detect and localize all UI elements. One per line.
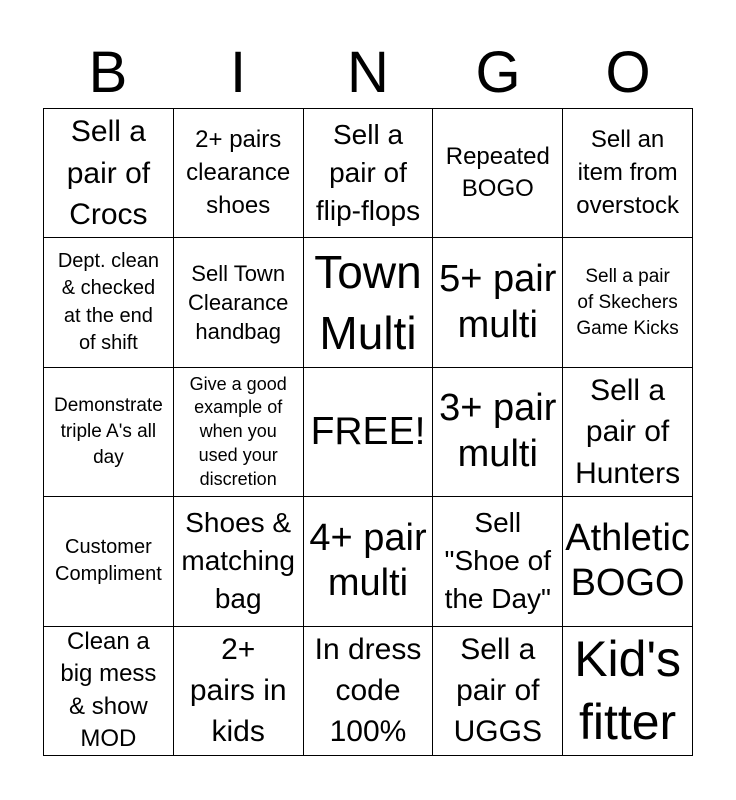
cell-label: Sell "Shoe of the Day" <box>444 507 552 615</box>
cell-label: Sell Town Clearance handbag <box>188 260 289 345</box>
cell-label: Give a good example of when you used your discretion <box>189 373 287 489</box>
bingo-cell-r5-c5[interactable] <box>563 627 693 756</box>
bingo-cell-r2-c1[interactable] <box>44 238 174 367</box>
bingo-cell-r2-c4[interactable] <box>433 238 563 367</box>
bingo-cell-r2-c5[interactable] <box>563 238 693 367</box>
bingo-cell-r1-c1[interactable] <box>44 109 174 238</box>
cell-label: Repeated BOGO <box>445 142 550 203</box>
bingo-cell-r5-c1[interactable] <box>44 627 174 756</box>
bingo-cell-r4-c3[interactable] <box>304 497 434 626</box>
cell-label: Athletic BOGO <box>565 516 690 605</box>
bingo-cell-r4-c2[interactable] <box>174 497 304 626</box>
bingo-cell-r2-c3[interactable] <box>304 238 434 367</box>
bingo-cell-r1-c4[interactable] <box>433 109 563 238</box>
cell-label: Sell an item from overstock <box>576 126 679 219</box>
bingo-cell-r3-c4[interactable] <box>433 368 563 497</box>
bingo-cell-r5-c4[interactable] <box>433 627 563 756</box>
bingo-cell-r3-c2[interactable] <box>174 368 304 497</box>
header-letter-n: N <box>347 40 389 105</box>
cell-label: Sell a pair of Crocs <box>66 115 151 231</box>
bingo-board <box>43 108 693 756</box>
header-letter-o: O <box>605 40 651 105</box>
bingo-cell-r2-c2[interactable] <box>174 238 304 367</box>
bingo-cell-r1-c3[interactable] <box>304 109 434 238</box>
cell-label: Sell a pair of Skechers Game Kicks <box>576 265 679 339</box>
cell-label: 5+ pair multi <box>439 258 557 346</box>
cell-label: Customer Compliment <box>55 536 162 586</box>
cell-label: Sell a pair of Hunters <box>575 373 681 490</box>
cell-label: Shoes & matching bag <box>181 507 295 615</box>
free-space: FREE! <box>310 409 426 453</box>
cell-label: Dept. clean & checked at the end of shift <box>57 250 159 354</box>
bingo-cell-r5-c3[interactable] <box>304 627 434 756</box>
bingo-cell-r3-c3[interactable] <box>304 368 434 497</box>
cell-label: 4+ pair multi <box>309 516 427 605</box>
bingo-cell-r1-c5[interactable] <box>563 109 693 238</box>
cell-label: Clean a big mess & show MOD <box>60 627 157 753</box>
bingo-cell-r3-c1[interactable] <box>44 368 174 497</box>
cell-label: Kid's fitter <box>574 630 681 750</box>
bingo-header <box>43 38 693 108</box>
cell-label: Demonstrate triple A's all day <box>54 394 163 468</box>
cell-label: In dress code 100% <box>314 632 422 749</box>
cell-label: 2+ pairs clearance shoes <box>186 126 291 219</box>
header-letter-i: I <box>229 40 247 105</box>
bingo-cell-r4-c4[interactable] <box>433 497 563 626</box>
cell-label: 3+ pair multi <box>439 387 557 475</box>
cell-label: Sell a pair of UGGS <box>453 632 542 749</box>
bingo-cell-r4-c1[interactable] <box>44 497 174 626</box>
header-letter-b: B <box>88 40 128 105</box>
bingo-cell-r1-c2[interactable] <box>174 109 304 238</box>
bingo-cell-r5-c2[interactable] <box>174 627 304 756</box>
bingo-cell-r4-c5[interactable] <box>563 497 693 626</box>
cell-label: Sell a pair of flip-flops <box>315 119 421 227</box>
header-letter-g: G <box>475 40 521 105</box>
bingo-cell-r3-c5[interactable] <box>563 368 693 497</box>
cell-label: 2+ pairs in kids <box>189 632 287 749</box>
cell-label: Town Multi <box>314 245 422 359</box>
